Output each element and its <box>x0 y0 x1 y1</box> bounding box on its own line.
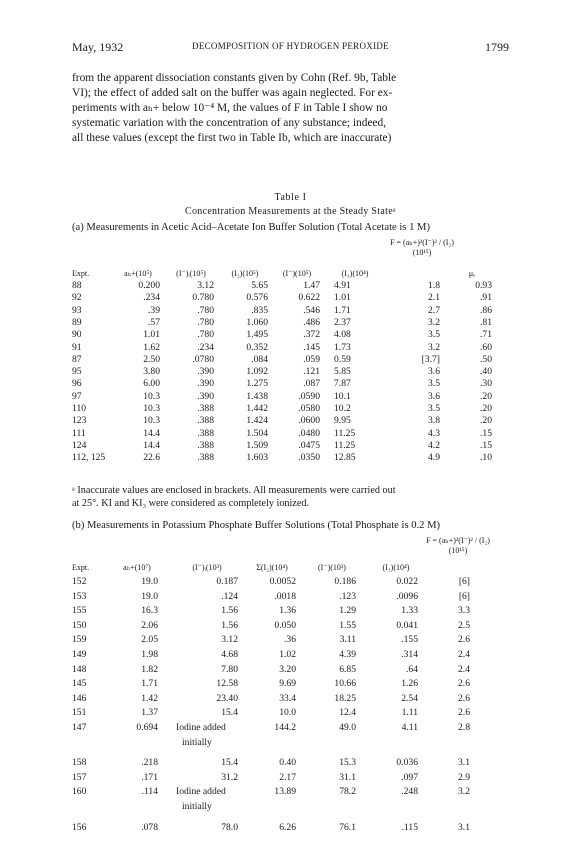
table-a-cell: 4.08 <box>334 329 351 341</box>
table-b-cell: 0.694 <box>136 722 158 733</box>
table-a-cell: 3.5 <box>428 329 440 341</box>
table-a-cell: .087 <box>303 378 320 390</box>
table-b-cell: 18.25 <box>334 692 356 704</box>
table-b-cell: 0.050 <box>274 619 296 631</box>
table-b-cell: .078 <box>141 821 158 833</box>
section-b-heading: (b) Measurements in Potassium Phosphate Buffer Solutions (Total Phosphate is 0.2 M) <box>72 520 441 531</box>
table-b-expt-cell: 147 <box>72 722 87 733</box>
table-b-cell: 12.58 <box>216 678 238 690</box>
table-b-header-3: Σ(I₂)(10⁴) <box>256 563 288 572</box>
table-a-cell: .91 <box>480 292 492 304</box>
body-line: periments with aₕ+ below 10⁻⁴ M, the values of F in Table I show no <box>72 102 388 114</box>
table-b-cell: 19.0 <box>141 576 158 587</box>
table-a-cell: .780 <box>197 304 214 316</box>
table-b-cell: .314 <box>401 649 418 660</box>
table-a-cell: 2.37 <box>334 316 351 328</box>
table-b-cell: 19.0 <box>141 590 158 602</box>
table-b-cell: initially <box>182 736 212 748</box>
table-a-cell: 12.85 <box>334 452 356 464</box>
table-a-cell: [3.7] <box>421 353 440 365</box>
article-short-title: DECOMPOSITION OF HYDROGEN PEROXIDE <box>192 41 389 51</box>
table-a-cell: 0.622 <box>298 292 320 304</box>
table-a-cell: .0780 <box>192 353 214 365</box>
table-a-cell: 0.576 <box>246 292 268 304</box>
table-a-cell: 10.2 <box>334 403 351 414</box>
table-b-header-1: aₕ+(10⁷) <box>123 563 151 572</box>
table-b-cell: 23.40 <box>216 692 238 704</box>
table-a-cell: 0.200 <box>138 280 160 291</box>
table-a-cell: .30 <box>480 378 492 390</box>
table-a-cell: .57 <box>148 316 160 328</box>
table-a-expt-cell: 92 <box>72 292 82 304</box>
table-b-cell: 1.02 <box>279 649 296 660</box>
table-a-cell: .390 <box>197 390 214 402</box>
table-b-cell: .36 <box>284 634 296 646</box>
table-a-cell: 1.509 <box>246 439 268 451</box>
table-b-cell: 3.3 <box>458 605 470 617</box>
table-b <box>72 536 509 836</box>
table-b-expt-cell: 155 <box>72 605 87 617</box>
table-b-cell: .114 <box>141 786 158 798</box>
table-a-cell: .0600 <box>298 415 320 427</box>
table-b-cell: 2.17 <box>279 771 296 783</box>
table-b-cell: 1.37 <box>141 707 158 719</box>
table-b-cell: 3.11 <box>339 634 356 646</box>
table-a-cell: .0475 <box>298 439 320 451</box>
table-b-cell: 1.33 <box>401 605 418 617</box>
table-a-cell: 1.603 <box>246 452 268 464</box>
table-a-cell: .0350 <box>298 452 320 464</box>
table-a-header-3: (I₂)(10⁵) <box>231 269 259 278</box>
table-a-expt-cell: 90 <box>72 329 82 341</box>
table-a-cell: .780 <box>197 329 214 341</box>
table-b-expt-cell: 158 <box>72 757 87 769</box>
table-a-cell: 3.2 <box>428 316 440 328</box>
table-b-cell: .124 <box>221 590 238 602</box>
table-b-cell: 31.1 <box>339 771 356 783</box>
table-a-header-2: (I⁻)ᵢ(10⁵) <box>176 269 206 278</box>
table-a-cell: 0.59 <box>334 353 351 365</box>
table-b-cell: 76.1 <box>339 821 356 833</box>
table-a-cell: 7.87 <box>334 378 351 390</box>
table-a-cell: .20 <box>480 390 492 402</box>
table-b-cell: 6.26 <box>279 821 296 833</box>
table-a-cell: 3.6 <box>428 366 440 378</box>
table-b-header-0: Expt. <box>72 563 90 572</box>
table-b-cell: 10.66 <box>334 678 356 690</box>
table-a-cell: 11.25 <box>334 439 356 451</box>
table-b-cell: 2.4 <box>458 649 470 660</box>
table-a-cell: .390 <box>197 378 214 390</box>
table-b-expt-cell: 151 <box>72 707 87 719</box>
table-a-cell: .234 <box>143 292 160 304</box>
table-a-expt-cell: 89 <box>72 316 82 328</box>
table-a-cell: 3.8 <box>428 415 440 427</box>
body-line: VI); the effect of added salt on the buffer was again neglected. For ex- <box>72 87 393 99</box>
table-b-cell: 3.1 <box>458 821 470 833</box>
table-a-cell: .059 <box>303 353 320 365</box>
body-paragraph <box>72 71 509 146</box>
table-b-cell: 4.39 <box>339 649 356 660</box>
table-a-cell: .084 <box>251 353 268 365</box>
table-a-cell: .39 <box>148 304 160 316</box>
table-b-cell: 1.55 <box>339 619 356 631</box>
table-a-cell: .0590 <box>298 390 320 402</box>
table-b-cell: 1.71 <box>141 678 158 690</box>
table-a-cell: 0.93 <box>475 280 492 291</box>
table-b-cell: .248 <box>401 786 418 798</box>
table-b-cell: 3.2 <box>458 786 470 798</box>
table-b-cell: 0.187 <box>216 576 238 587</box>
table-b-cell: 1.98 <box>141 649 158 660</box>
table-a-cell: 4.3 <box>428 427 440 439</box>
table-b-header-5: (I₃)(10⁴) <box>382 563 410 572</box>
table-a-header-6: F = (aₕ+)²(I⁻)² / (I₂) (10¹⁵) <box>390 238 454 257</box>
table-b-cell: 1.42 <box>141 692 158 704</box>
table-a-cell: .388 <box>197 403 214 414</box>
table-b-cell: 2.8 <box>458 722 470 733</box>
table-b-cell: 3.12 <box>221 634 238 646</box>
table-a-cell: .15 <box>480 427 492 439</box>
table-a-expt-cell: 111 <box>72 427 86 439</box>
table-b-cell: 1.56 <box>221 605 238 617</box>
table-a-expt-cell: 87 <box>72 353 82 365</box>
table-a-cell: 1.73 <box>334 341 351 353</box>
table-b-expt-cell: 159 <box>72 634 87 646</box>
table-b-cell: 2.5 <box>458 619 470 631</box>
table-a-cell: 1.060 <box>246 316 268 328</box>
table-a-cell: .388 <box>197 427 214 439</box>
table-a-cell: 2.7 <box>428 304 440 316</box>
table-a-cell: 6.00 <box>143 378 160 390</box>
table-b-cell: 16.3 <box>141 605 158 617</box>
table-a-cell: .486 <box>303 316 320 328</box>
table-a-expt-cell: 91 <box>72 341 82 353</box>
table-b-expt-cell: 145 <box>72 678 87 690</box>
table-a-header-5: (I₃)(10⁴) <box>341 269 369 278</box>
table-b-cell: 0.186 <box>334 576 356 587</box>
table-b-cell: 33.4 <box>279 692 296 704</box>
table-a-expt-cell: 95 <box>72 366 82 378</box>
table-a-cell: 1.275 <box>246 378 268 390</box>
table-a-cell: 1.47 <box>303 280 320 291</box>
table-a-cell: 1.438 <box>246 390 268 402</box>
table-a-cell: .388 <box>197 415 214 427</box>
table-b-expt-cell: 156 <box>72 821 87 833</box>
table-a-cell: 2.1 <box>428 292 440 304</box>
footnote-line: ᵃ Inaccurate values are enclosed in brackets. All measurements were carried out <box>72 485 396 496</box>
table-a-cell: .546 <box>303 304 320 316</box>
table-a-cell: .20 <box>480 403 492 414</box>
table-a-cell: .388 <box>197 452 214 464</box>
table-b-cell: 2.54 <box>401 692 418 704</box>
table-a-cell: 4.2 <box>428 439 440 451</box>
table-b-cell: 2.05 <box>141 634 158 646</box>
table-b-cell: 15.3 <box>339 757 356 769</box>
table-b-expt-cell: 150 <box>72 619 87 631</box>
table-b-cell: .155 <box>401 634 418 646</box>
table-b-cell: 0.041 <box>396 619 418 631</box>
table-a-cell: 1.71 <box>334 304 351 316</box>
footnote-line: at 25°. KI and KI₃ were considered as completely ionized. <box>72 498 310 509</box>
table-b-cell: 12.4 <box>339 707 356 719</box>
table-a-cell: .20 <box>480 415 492 427</box>
table-a-cell: .835 <box>251 304 268 316</box>
table-b-cell: 15.4 <box>221 707 238 719</box>
table-b-cell: 1.29 <box>339 605 356 617</box>
table-a-cell: .234 <box>197 341 214 353</box>
table-b-cell: 2.6 <box>458 634 470 646</box>
table-a-expt-cell: 88 <box>72 280 82 291</box>
running-head <box>72 40 509 56</box>
table-a-cell: 1.424 <box>246 415 268 427</box>
table-a-cell: .86 <box>480 304 492 316</box>
table-a-cell: .71 <box>480 329 492 341</box>
table-a-cell: .388 <box>197 439 214 451</box>
table-b-cell: 144.2 <box>274 722 296 733</box>
body-line: from the apparent dissociation constants given by Cohn (Ref. 9b, Table <box>72 72 397 84</box>
table-a-expt-cell: 110 <box>72 403 87 414</box>
table-b-cell: 2.6 <box>458 707 470 719</box>
table-a-cell: .121 <box>303 366 320 378</box>
table-a-cell: 0.780 <box>192 292 214 304</box>
table-b-cell: 0.40 <box>279 757 296 769</box>
table-a-header-0: Expt. <box>72 269 90 278</box>
table-a-cell: 1.442 <box>246 403 268 414</box>
table-b-cell: .123 <box>339 590 356 602</box>
issue-date: May, 1932 <box>72 40 124 54</box>
table-a-expt-cell: 123 <box>72 415 87 427</box>
table-a-cell: .40 <box>480 366 492 378</box>
table-a-cell: 11.25 <box>334 427 356 439</box>
page-number: 1799 <box>485 40 509 54</box>
table-a-header-1: aₕ+(10⁵) <box>124 269 152 278</box>
table-b-expt-cell: 149 <box>72 649 87 660</box>
table-b-cell: .0018 <box>274 590 296 602</box>
table-b-cell: 10.0 <box>279 707 296 719</box>
table-a-cell: 4.9 <box>428 452 440 464</box>
table-a-cell: .0580 <box>298 403 320 414</box>
table-a-cell: 3.6 <box>428 390 440 402</box>
table-a-cell: 3.5 <box>428 378 440 390</box>
table-a-cell: 10.3 <box>143 415 160 427</box>
table-b-cell: Iodine added <box>176 786 226 798</box>
table-a-expt-cell: 96 <box>72 378 82 390</box>
table-a-cell: .390 <box>197 366 214 378</box>
table-b-cell: 78.0 <box>221 821 238 833</box>
table-a-cell: .372 <box>303 329 320 341</box>
table-a-cell: 3.12 <box>197 280 214 291</box>
section-a-heading: (a) Measurements in Acetic Acid–Acetate Ion Buffer Solution (Total Acetate is 1 M) <box>72 222 430 233</box>
table-a-cell: 5.65 <box>251 280 268 291</box>
table-a-cell: .145 <box>303 341 320 353</box>
table-a-cell: 10.3 <box>143 403 160 414</box>
table-b-cell: 1.36 <box>279 605 296 617</box>
table-a-cell: .81 <box>480 316 492 328</box>
table-b-cell: 1.56 <box>221 619 238 631</box>
table-a <box>72 238 509 488</box>
table-a-cell: 4.91 <box>334 280 351 291</box>
table-a-cell: .60 <box>480 341 492 353</box>
table-a-cell: .50 <box>480 353 492 365</box>
table-a-cell: 1.01 <box>143 329 160 341</box>
table-b-cell: 2.9 <box>458 771 470 783</box>
table-b-expt-cell: 153 <box>72 590 87 602</box>
table-a-cell: 14.4 <box>143 427 160 439</box>
table-b-expt-cell: 157 <box>72 771 87 783</box>
table-b-expt-cell: 146 <box>72 692 87 704</box>
table-a-cell: 9.95 <box>334 415 351 427</box>
table-b-cell: 7.80 <box>221 663 238 675</box>
table-a-expt-cell: 97 <box>72 390 82 402</box>
table-b-cell: 1.26 <box>401 678 418 690</box>
table-a-cell: 1.62 <box>143 341 160 353</box>
table-b-cell: 4.11 <box>401 722 418 733</box>
table-b-cell: 13.89 <box>274 786 296 798</box>
table-b-cell: initially <box>182 801 212 812</box>
table-a-expt-cell: 124 <box>72 439 87 451</box>
table-a-cell: .10 <box>480 452 492 464</box>
table-a-expt-cell: 112, 125 <box>72 452 106 464</box>
table-b-cell: 0.036 <box>396 757 418 769</box>
body-line: all these values (except the first two in Table Ib, which are inaccurate) <box>72 132 392 144</box>
table-b-header-6: F = (aₕ+)²(I⁻)² / (I₂) (10¹⁵) <box>426 536 490 555</box>
table-b-cell: 1.11 <box>401 707 418 719</box>
table-b-cell: 15.4 <box>221 757 238 769</box>
table-a-cell: 3.80 <box>143 366 160 378</box>
table-b-cell: .097 <box>401 771 418 783</box>
table-a-cell: .780 <box>197 316 214 328</box>
table-a-cell: 3.2 <box>428 341 440 353</box>
table-a-cell: 14.4 <box>143 439 160 451</box>
table-a-cell: 0.352 <box>246 341 268 353</box>
table-a-cell: 10.3 <box>143 390 160 402</box>
table-b-header-2: (I⁻)ᵢ(10³) <box>192 563 222 572</box>
table-b-cell: 2.6 <box>458 678 470 690</box>
table-b-cell: 2.06 <box>141 619 158 631</box>
table-b-cell: 0.0052 <box>269 576 296 587</box>
table-a-cell: 10.1 <box>334 390 351 402</box>
table-a-cell: 22.6 <box>143 452 160 464</box>
table-label: Table I <box>274 192 307 203</box>
table-a-cell: 2.50 <box>143 353 160 365</box>
table-b-cell: 31.2 <box>221 771 238 783</box>
table-b-cell: 4.68 <box>221 649 238 660</box>
table-a-cell: .15 <box>480 439 492 451</box>
table-b-cell: 9.69 <box>279 678 296 690</box>
table-a-expt-cell: 93 <box>72 304 82 316</box>
table-b-cell: 6.85 <box>339 663 356 675</box>
table-a-header-4: (I⁻)(10⁵) <box>282 269 312 278</box>
table-b-cell: 2.6 <box>458 692 470 704</box>
table-b-cell: 49.0 <box>339 722 356 733</box>
table-b-header-4: (I⁻)(10³) <box>318 563 346 572</box>
table-a-cell: 3.5 <box>428 403 440 414</box>
table-b-cell: 3.1 <box>458 757 470 769</box>
table-b-cell: 1.82 <box>141 663 158 675</box>
table-b-cell: .218 <box>141 757 158 769</box>
table-b-cell: .171 <box>141 771 158 783</box>
table-b-expt-cell: 148 <box>72 663 87 675</box>
table-a-cell: .0480 <box>298 427 320 439</box>
table-title: Concentration Measurements at the Steady Stateᵃ <box>185 206 396 217</box>
table-footnote <box>72 484 509 510</box>
table-b-cell: .64 <box>406 663 418 675</box>
table-a-cell: 1.01 <box>334 292 351 304</box>
table-a-cell: 1.495 <box>246 329 268 341</box>
table-a-cell: 5.85 <box>334 366 351 378</box>
table-b-cell: 0.022 <box>396 576 418 587</box>
table-b-cell: 78.2 <box>339 786 356 798</box>
table-b-cell: .0096 <box>396 590 418 602</box>
table-a-header-7: μₑ <box>468 269 476 278</box>
table-a-cell: 1.092 <box>246 366 268 378</box>
table-b-expt-cell: 152 <box>72 576 87 587</box>
table-b-cell: 3.20 <box>279 663 296 675</box>
table-a-cell: 1.504 <box>246 427 268 439</box>
table-b-cell: [6] <box>458 576 470 587</box>
table-a-cell: 1.8 <box>428 280 440 291</box>
table-b-cell: .115 <box>401 821 418 833</box>
body-line: systematic variation with the concentration of any substance; indeed, <box>72 117 387 129</box>
table-b-expt-cell: 160 <box>72 786 87 798</box>
table-b-cell: Iodine added <box>176 722 226 733</box>
table-b-cell: [6] <box>458 590 470 602</box>
table-b-cell: 2.4 <box>458 663 470 675</box>
